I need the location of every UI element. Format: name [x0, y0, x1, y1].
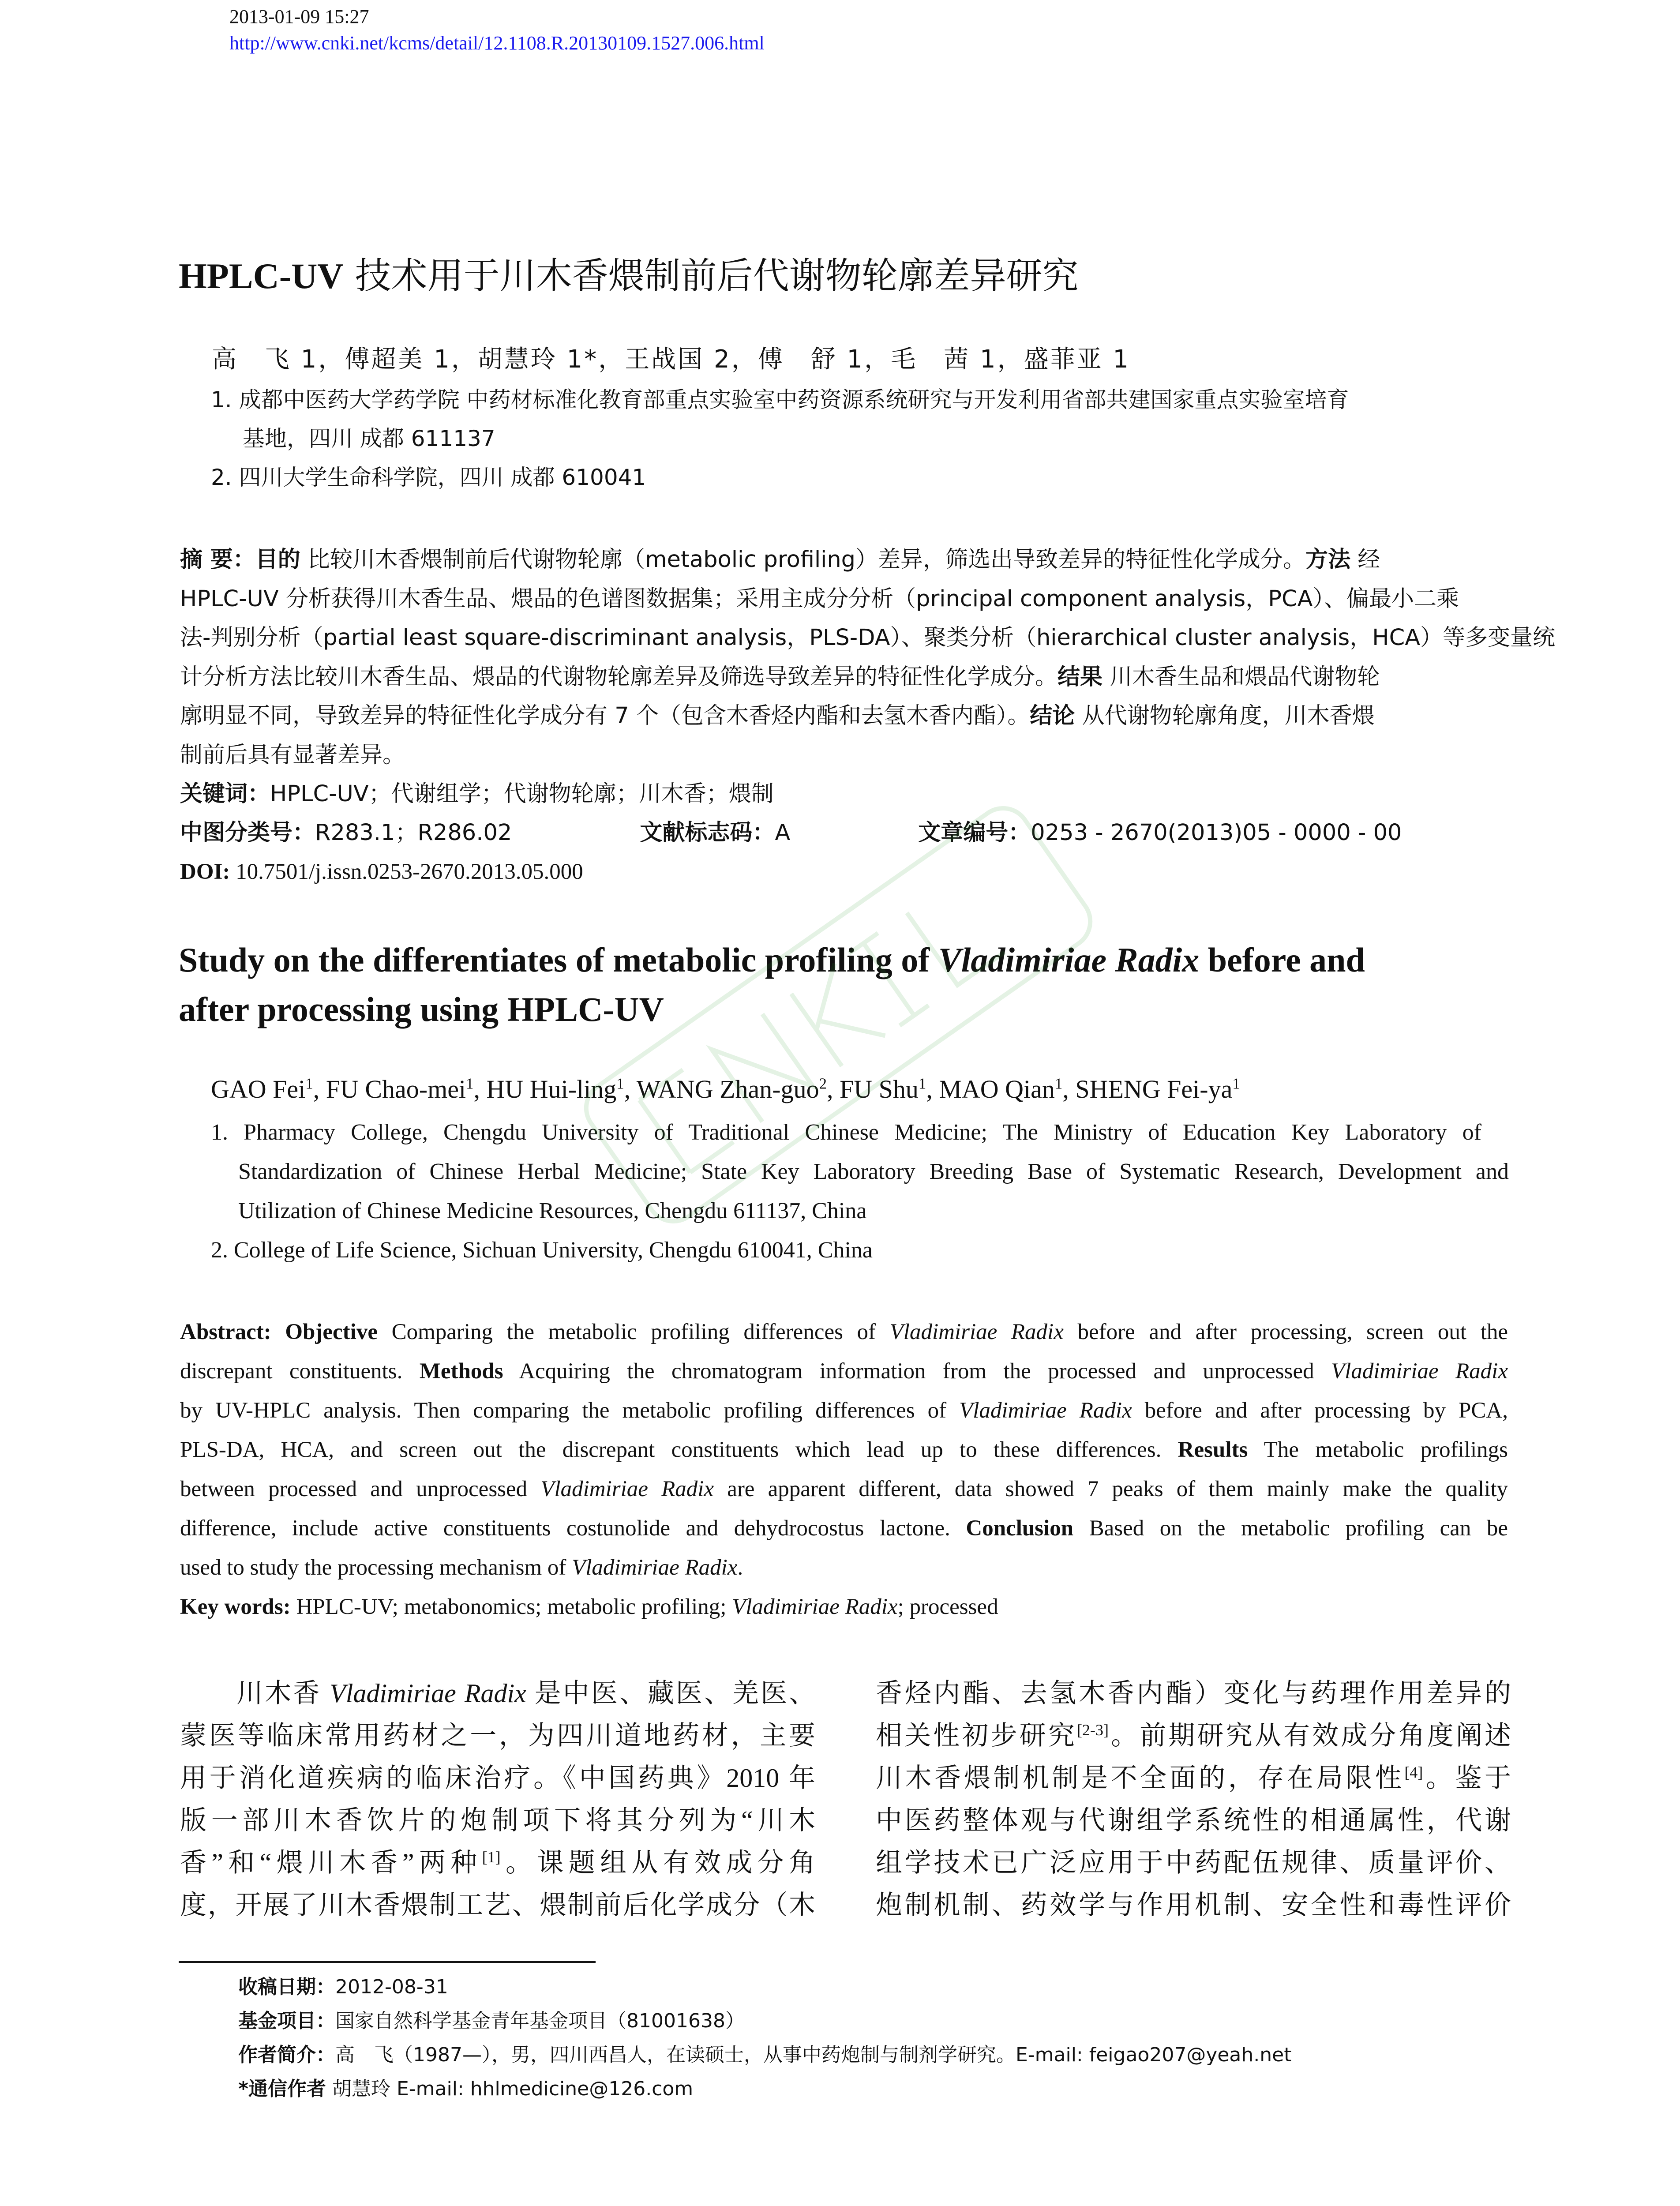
- body-line: 度，开展了川木香煨制工艺、煨制前后化学成分（木: [180, 1891, 815, 1920]
- en-author: HU Hui-ling$^1$: [486, 1075, 624, 1103]
- doi: [180, 852, 583, 892]
- en-author: WANG Zhan-guo$^2$: [636, 1075, 827, 1103]
- cn-article-label: 文章编号：: [918, 820, 1031, 846]
- en-author: FU Chao-mei$^1$: [326, 1075, 474, 1103]
- cn-results-text: 川木香生品和煨品代谢物轮: [1102, 664, 1380, 690]
- cn-doc-label: 文献标志码：: [640, 820, 775, 846]
- en-affiliation-1-cont: [238, 1152, 1509, 1231]
- en-affiliation-1: 1. Pharmacy College, Chengdu University of Traditional Chinese Medicine; The Ministry of Education Key Laboratory of: [211, 1120, 1481, 1145]
- en-title-part-3: after processing using HPLC-UV: [179, 990, 664, 1028]
- footnote-received: 收稿日期：2012-08-31: [238, 1976, 448, 1998]
- cn-affiliation-2: 2. 四川大学生命科学院，四川 成都 610041: [211, 465, 646, 490]
- cn-title-latin: HPLC-UV: [179, 256, 344, 296]
- cn-methods-text-3: 法-判别分析（partial least square-discriminant analysis，PLS-DA）、聚类分析（hierarchical cluster analysis，HCA）等多变量统: [180, 625, 1556, 651]
- body-line: 香烃内酯、去氢木香内酯）变化与药理作用差异的: [876, 1679, 1511, 1708]
- cn-keywords-value: HPLC-UV；代谢组学；代谢物轮廓；川木香；煨制: [270, 781, 774, 807]
- en-title-italic: Vladimiriae Radix: [938, 941, 1200, 979]
- cn-conclusion-text: 从代谢物轮廓角度，川木香煨: [1075, 703, 1375, 729]
- cn-title: [179, 247, 1079, 299]
- en-keywords: Key words: HPLC-UV; metabonomics; metabolic profiling; Vladimiriae Radix; processed: [180, 1594, 998, 1619]
- header-date: 2013-01-09 15:27: [229, 6, 369, 27]
- en-affiliation-2: 2. College of Life Science, Sichuan University, Chengdu 610041, China: [211, 1238, 873, 1263]
- en-title-part-2: before and: [1199, 941, 1365, 979]
- body-line: 版一部川木香饮片的炮制项下将其分列为“川木: [180, 1806, 815, 1835]
- cn-conclusion-text-2: 制前后具有显著差异。: [180, 742, 405, 768]
- body-line: 相关性初步研究[2-3]。前期研究从有效成分角度阐述: [876, 1721, 1511, 1750]
- cn-results-label: 结果: [1058, 664, 1103, 690]
- en-affiliation-1-line-3: Utilization of Chinese Medicine Resources, Chengdu 611137, China: [238, 1198, 867, 1223]
- cn-results-text-2: 廓明显不同，导致差异的特征性化学成分有 7 个（包含木香烃内酯和去氢木香内酯）。: [180, 703, 1030, 729]
- footnote-corresponding: *通信作者 胡慧玲 E-mail: hhlmedicine@126.com: [238, 2078, 694, 2100]
- cn-keywords: [180, 775, 774, 814]
- cn-affiliation-1-cont: 基地，四川 成都 611137: [243, 426, 495, 451]
- header-url-link[interactable]: http://www.cnki.net/kcms/detail/12.1108.R.20130109.1527.006.html: [229, 32, 765, 54]
- cn-methods-text-4: 计分析方法比较川木香生品、煨品的代谢物轮廓差异及筛选导致差异的特征性化学成分。: [180, 664, 1058, 690]
- en-conclusion-label: Conclusion: [966, 1516, 1074, 1541]
- body-line: 炮制机制、药效学与作用机制、安全性和毒性评价: [876, 1891, 1511, 1920]
- cn-objective-label: 目的: [255, 547, 300, 573]
- cn-doc-value: A: [775, 820, 791, 846]
- cn-article-value: 0253 - 2670(2013)05 - 0000 - 00: [1031, 820, 1402, 846]
- citation[interactable]: [2-3]: [1077, 1721, 1109, 1739]
- cn-methods-text: 经: [1350, 547, 1380, 573]
- body-line: 川木香 Vladimiriae Radix 是中医、藏医、羌医、: [180, 1679, 816, 1708]
- body-line: 蒙医等临床常用药材之一，为四川道地药材，主要: [180, 1721, 815, 1750]
- footnote-divider: [179, 1961, 596, 1963]
- footnote-fund: 基金项目：国家自然科学基金青年基金项目（81001638）: [238, 2010, 745, 2032]
- body-line: 川木香煨制机制是不全面的，存在局限性[4]。鉴于: [876, 1763, 1511, 1793]
- en-title-part-1: Study on the differentiates of metabolic profiling of: [179, 941, 938, 979]
- citation[interactable]: [1]: [482, 1848, 501, 1866]
- doi-label: DOI:: [180, 859, 230, 884]
- cn-authors: 高 飞 1，傅超美 1，胡慧玲 1*，王战国 2，傅 舒 1，毛 茜 1，盛菲亚 1: [212, 345, 1131, 374]
- en-title: [179, 935, 1515, 1034]
- en-author: GAO Fei$^1$: [211, 1075, 313, 1103]
- en-results-label: Results: [1178, 1437, 1248, 1462]
- en-author: SHENG Fei-$ya^1$: [1075, 1075, 1240, 1103]
- cn-abstract: [180, 540, 1556, 775]
- cn-objective-text: 比较川木香煨制前后代谢物轮廓（metabolic profiling）差异，筛选出导致差异的特征性化学成分。: [300, 547, 1306, 573]
- en-author: FU Shu$^1$: [840, 1075, 926, 1103]
- en-authors: GAO Fei$^1$, FU Chao-mei$^1$, HU Hui-ling$^1$, WANG Zhan-guo$^2$, FU Shu$^1$, MAO Qian$^1$, SHENG Fei-$ya^1$: [211, 1075, 1240, 1103]
- body-column-left: [180, 1672, 815, 1926]
- body-line: 香”和“煨川木香”两种[1]。课题组从有效成分角: [180, 1848, 815, 1877]
- en-author: MAO Qian$^1$: [939, 1075, 1063, 1103]
- cn-classification: [180, 814, 1402, 853]
- doi-value: 10.7501/j.issn.0253-2670.2013.05.000: [230, 859, 583, 884]
- en-methods-label: Methods: [419, 1359, 503, 1384]
- body-line: 用于消化道疾病的临床治疗。《中国药典》2010 年: [180, 1763, 815, 1793]
- cn-conclusion-label: 结论: [1030, 703, 1075, 729]
- cn-methods-label: 方法: [1305, 547, 1351, 573]
- cn-affiliation-1: 1. 成都中医药大学药学院 中药材标准化教育部重点实验室中药资源系统研究与开发利用省部共建国家重点实验室培育: [211, 387, 1349, 413]
- body-line: 中医药整体观与代谢组学系统性的相通属性，代谢: [876, 1806, 1511, 1835]
- body-column-right: [876, 1672, 1511, 1926]
- footnote-author: 作者简介：高 飞（1987—），男，四川西昌人，在读硕士，从事中药炮制与制剂学研究。E-mail: feigao207@yeah.net: [238, 2044, 1292, 2066]
- cn-class-label: 中图分类号：: [180, 820, 315, 846]
- en-affiliation-1-line-2: Standardization of Chinese Herbal Medicine; State Key Laboratory Breeding Base of Systematic Research, Development and: [238, 1159, 1509, 1184]
- en-keywords-label: Key words:: [180, 1594, 291, 1619]
- cn-methods-text-2: HPLC-UV 分析获得川木香生品、煨品的色谱图数据集；采用主成分分析（principal component analysis，PCA）、偏最小二乘: [180, 585, 1459, 612]
- cn-abstract-label: 摘 要：: [180, 547, 255, 573]
- cn-class-value: R283.1；R286.02: [315, 820, 512, 846]
- cn-title-rest: 技术用于川木香煨制前后代谢物轮廓差异研究: [343, 255, 1079, 297]
- body-line: 组学技术已广泛应用于中药配伍规律、质量评价、: [876, 1848, 1511, 1877]
- en-abstract-label: Abstract: Objective: [180, 1320, 378, 1344]
- cn-keywords-label: 关键词：: [180, 781, 270, 807]
- en-abstract: Abstract: Objective Comparing the metabolic profiling differences of Vladimiriae Radix before and after processing, screen out the discrepant constituents. Methods Acquiring the chromatogram information from the processed and unprocessed Vladimiriae Radix by UV-HPLC analysis. Then comparing the metabolic profiling differences of Vladimiriae Radix before and after processing by PCA, PLS-DA, HCA, and screen out the discrepant constituents which lead up to these differences. Results The metabolic profilings between processed and unprocessed Vladimiriae Radix are apparent different, data showed 7 peaks of them mainly make the quality difference, include active constituents costunolide and dehydrocostus lactone. Conclusion Based on the metabolic profiling can be used to study the processing mechanism of Vladimiriae Radix.: [180, 1320, 1508, 1580]
- citation[interactable]: [4]: [1404, 1763, 1423, 1781]
